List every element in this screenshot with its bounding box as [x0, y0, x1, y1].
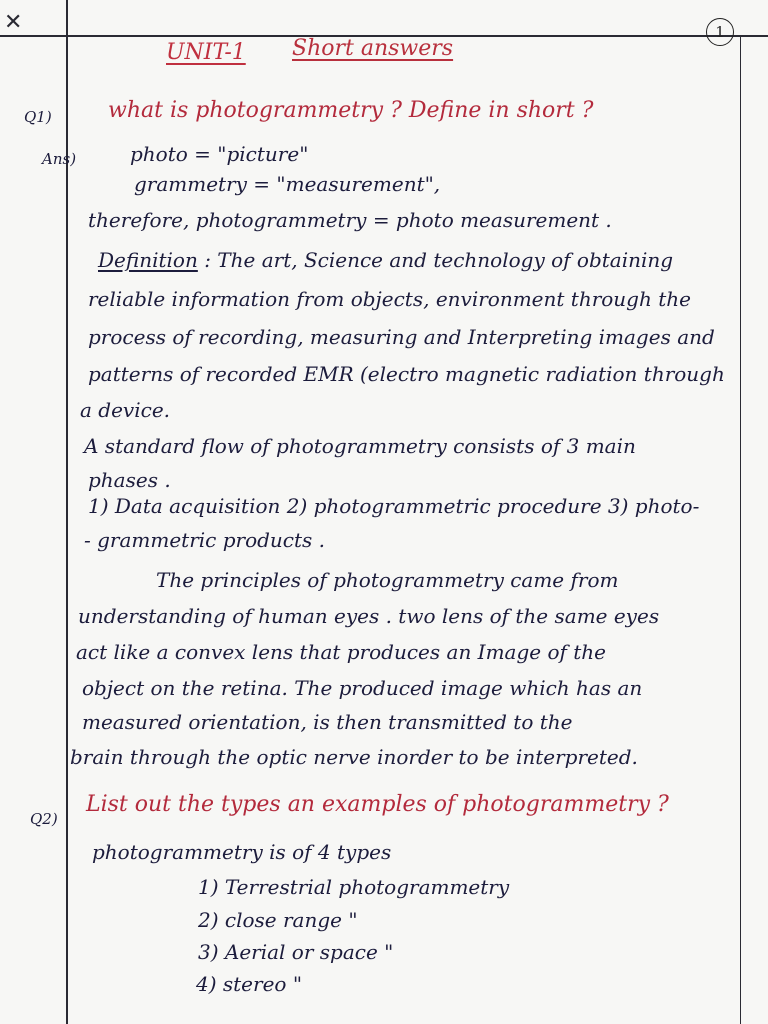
- heading-title-text: Short answers: [292, 36, 454, 61]
- answer-line: therefore, photogrammetry = photo measurement .: [88, 208, 612, 232]
- type-list-item: 1) Terrestrial photogrammetry: [198, 875, 510, 899]
- unit-label: UNIT-1: [166, 40, 246, 65]
- answer-line: - grammetric products .: [84, 528, 326, 552]
- answer-line: brain through the optic nerve inorder to be interpreted.: [70, 745, 638, 769]
- answer-label: Ans): [42, 150, 77, 168]
- definition-term: Definition: [98, 248, 198, 272]
- answer-line: measured orientation, is then transmitted to the: [82, 710, 573, 734]
- answer-line: reliable information from objects, environment through the: [88, 287, 691, 311]
- page-number: 1: [706, 18, 734, 46]
- q2-label: Q2): [30, 810, 58, 828]
- answer-line: understanding of human eyes . two lens of the same eyes: [78, 604, 660, 628]
- type-list-item: 2) close range ": [198, 908, 358, 932]
- corner-cross-mark: ✕: [4, 10, 23, 35]
- answer-line: A standard flow of photogrammetry consists of 3 main: [84, 434, 636, 458]
- q2-question: List out the types an examples of photogrammetry ?: [86, 792, 669, 817]
- answer-line: 1) Data acquisition 2) photogrammetric procedure 3) photo-: [88, 494, 700, 518]
- type-list-item: 4) stereo ": [196, 972, 303, 996]
- definition-line: [98, 248, 673, 272]
- answer-line: The principles of photogrammetry came from: [156, 568, 619, 592]
- heading-title: [292, 36, 453, 61]
- answer-line: object on the retina. The produced image which has an: [82, 676, 643, 700]
- answer-line: act like a convex lens that produces an Image of the: [76, 640, 607, 664]
- answer-line: grammetry = "measurement",: [134, 172, 441, 196]
- answer-line: patterns of recorded EMR (electro magnetic radiation through: [88, 362, 725, 386]
- answer-line: process of recording, measuring and Interpreting images and: [88, 325, 715, 349]
- q2-intro: photogrammetry is of 4 types: [92, 840, 392, 864]
- definition-text: : The art, Science and technology of obtaining: [204, 248, 674, 272]
- q1-question: what is photogrammetry ? Define in short ?: [108, 98, 594, 123]
- type-list-item: 3) Aerial or space ": [198, 940, 394, 964]
- answer-line: photo = "picture": [130, 142, 309, 166]
- q1-label: Q1): [24, 108, 52, 126]
- answer-line: a device.: [80, 398, 171, 422]
- unit-heading: [166, 40, 246, 65]
- right-margin-rule: [740, 36, 741, 1024]
- answer-line: phases .: [88, 468, 171, 492]
